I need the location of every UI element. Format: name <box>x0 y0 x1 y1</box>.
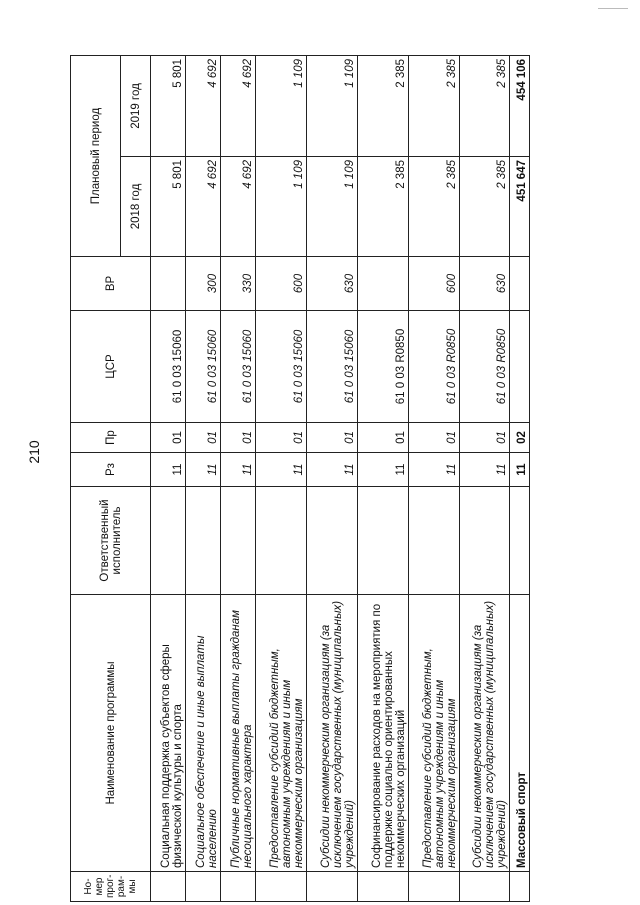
cell-2019: 4 692 <box>221 55 256 156</box>
cell-executor <box>408 487 459 595</box>
top-edge-line <box>598 8 628 9</box>
cell-name: Субсидии некоммерческим организациям (за исключением государственных (муниципальных) учреждений) <box>459 595 510 872</box>
header-row-top <box>71 55 121 901</box>
cell-csr: 61 0 03 15060 <box>256 311 307 423</box>
header-num: Но-мер прог-рам-мы <box>71 872 151 902</box>
cell-pr: 01 <box>221 423 256 453</box>
cell-csr: 61 0 03 15060 <box>307 311 358 423</box>
cell-name: Социальное обеспечение и иные выплаты населению <box>186 595 221 872</box>
cell-executor <box>307 487 358 595</box>
cell-csr: 61 0 03 R0850 <box>459 311 510 423</box>
cell-rz: 11 <box>221 453 256 487</box>
cell-csr: 61 0 03 15060 <box>186 311 221 423</box>
cell-csr <box>510 311 530 423</box>
cell-2019: 2 385 <box>459 55 510 156</box>
cell-rz: 11 <box>510 453 530 487</box>
cell-vr: 630 <box>459 257 510 311</box>
cell-num <box>186 872 221 902</box>
cell-2018: 4 692 <box>221 157 256 257</box>
cell-vr: 630 <box>307 257 358 311</box>
table-row <box>256 55 307 901</box>
cell-executor <box>186 487 221 595</box>
cell-vr: 300 <box>186 257 221 311</box>
header-pr: Пр <box>71 423 151 453</box>
cell-csr: 61 0 03 15060 <box>151 311 186 423</box>
cell-2018: 1 109 <box>256 157 307 257</box>
cell-rz: 11 <box>151 453 186 487</box>
rotated-table-content <box>70 56 530 902</box>
cell-rz: 11 <box>408 453 459 487</box>
header-rz: Рз <box>71 453 151 487</box>
cell-rz: 11 <box>307 453 358 487</box>
cell-name: Субсидии некоммерческим организациям (за исключением государственных (муниципальных) учреждений) <box>307 595 358 872</box>
cell-2019: 1 109 <box>256 55 307 156</box>
cell-pr: 02 <box>510 423 530 453</box>
cell-2018: 2 385 <box>408 157 459 257</box>
cell-name: Предоставление субсидий бюджетным, автономным учреждениям и иным некоммерческим организациям <box>256 595 307 872</box>
header-csr: ЦСР <box>71 311 151 423</box>
cell-executor <box>256 487 307 595</box>
cell-num <box>358 872 409 902</box>
cell-pr: 01 <box>186 423 221 453</box>
header-year-2019: 2019 год <box>121 55 151 156</box>
cell-2018: 4 692 <box>186 157 221 257</box>
cell-csr: 61 0 03 15060 <box>221 311 256 423</box>
header-executor: Ответственный исполнитель <box>71 487 151 595</box>
cell-pr: 01 <box>459 423 510 453</box>
rotated-table-frame <box>70 56 530 902</box>
cell-name: Софинансирование расходов на мероприятия по поддержке социально ориентированных некоммерческих организаций <box>358 595 409 872</box>
cell-name: Массовый спорт <box>510 595 530 872</box>
table-row <box>408 55 459 901</box>
cell-num <box>510 872 530 902</box>
cell-name: Социальная поддержка субъектов сферы физической культуры и спорта <box>151 595 186 872</box>
table-row <box>358 55 409 901</box>
cell-2018: 2 385 <box>459 157 510 257</box>
table-row <box>307 55 358 901</box>
cell-vr <box>151 257 186 311</box>
table-row <box>221 55 256 901</box>
table-row <box>459 55 510 901</box>
cell-2018: 1 109 <box>307 157 358 257</box>
cell-rz: 11 <box>459 453 510 487</box>
cell-pr: 01 <box>151 423 186 453</box>
cell-rz: 11 <box>186 453 221 487</box>
cell-rz: 11 <box>358 453 409 487</box>
table-row <box>186 55 221 901</box>
cell-executor <box>358 487 409 595</box>
table-body <box>151 55 530 901</box>
cell-num <box>307 872 358 902</box>
cell-pr: 01 <box>408 423 459 453</box>
cell-pr: 01 <box>256 423 307 453</box>
cell-2018: 2 385 <box>358 157 409 257</box>
table-row <box>151 55 186 901</box>
cell-pr: 01 <box>307 423 358 453</box>
cell-executor <box>221 487 256 595</box>
cell-2019: 2 385 <box>358 55 409 156</box>
cell-num <box>151 872 186 902</box>
cell-csr: 61 0 03 R0850 <box>358 311 409 423</box>
header-year-2018: 2018 год <box>121 157 151 257</box>
cell-num <box>256 872 307 902</box>
cell-executor <box>151 487 186 595</box>
budget-table <box>70 55 530 902</box>
cell-vr: 600 <box>408 257 459 311</box>
cell-2019: 4 692 <box>186 55 221 156</box>
cell-2018: 451 647 <box>510 157 530 257</box>
cell-num <box>221 872 256 902</box>
cell-2018: 5 801 <box>151 157 186 257</box>
table-row <box>510 55 530 901</box>
cell-vr: 600 <box>256 257 307 311</box>
cell-vr <box>510 257 530 311</box>
cell-rz: 11 <box>256 453 307 487</box>
cell-2019: 454 106 <box>510 55 530 156</box>
cell-name: Публичные нормативные выплаты гражданам несоциального характера <box>221 595 256 872</box>
cell-num <box>459 872 510 902</box>
cell-name: Предоставление субсидий бюджетным, автономным учреждениям и иным некоммерческим организациям <box>408 595 459 872</box>
cell-executor <box>459 487 510 595</box>
cell-csr: 61 0 03 R0850 <box>408 311 459 423</box>
cell-vr: 330 <box>221 257 256 311</box>
cell-2019: 1 109 <box>307 55 358 156</box>
cell-executor <box>510 487 530 595</box>
cell-num <box>408 872 459 902</box>
header-name: Наименование программы <box>71 595 151 872</box>
page-number: 210 <box>26 440 42 464</box>
cell-2019: 2 385 <box>408 55 459 156</box>
cell-vr <box>358 257 409 311</box>
header-planned-period: Плановый период <box>71 55 121 256</box>
header-vr: ВР <box>71 257 151 311</box>
cell-pr: 01 <box>358 423 409 453</box>
cell-2019: 5 801 <box>151 55 186 156</box>
